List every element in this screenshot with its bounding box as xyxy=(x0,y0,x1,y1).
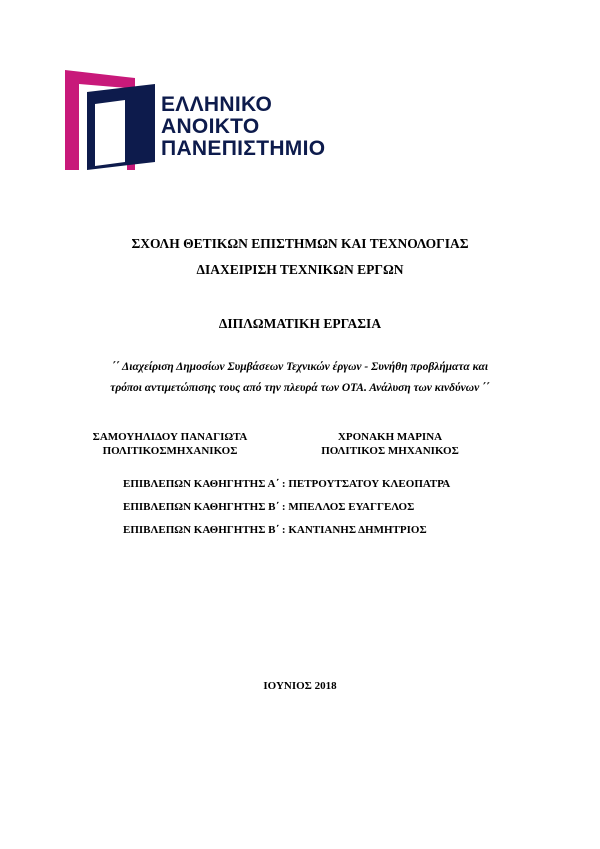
university-name-line-1: ΕΛΛΗΝΙΚΟ xyxy=(161,93,273,116)
author-title: ΠΟΛΙΤΙΚΟΣ ΜΗΧΑΝΙΚΟΣ xyxy=(321,445,459,457)
author-title: ΠΟΛΙΤΙΚΟΣΜΗΧΑΝΙΚΟΣ xyxy=(102,445,238,457)
university-logo xyxy=(65,70,325,170)
university-name-line-2: ΑΝΟΙΚΤΟ xyxy=(161,115,260,138)
university-name-line-3: ΠΑΝΕΠΙΣΤΗΜΙΟ xyxy=(161,137,326,160)
thesis-subject-line-1: ΄΄ Διαχείριση Δημοσίων Συμβάσεων Τεχνικών έργων - Συνήθη προβλήματα και xyxy=(111,361,489,373)
supervisor-line: ΕΠΙΒΛΕΠΩΝ ΚΑΘΗΓΗΤΗΣ Β΄ : ΜΠΕΛΛΟΣ ΕΥΑΓΓΕΛΟΣ xyxy=(123,501,415,513)
school-heading: ΣΧΟΛΗ ΘΕΤΙΚΩΝ ΕΠΙΣΤΗΜΩΝ ΚΑΙ ΤΕΧΝΟΛΟΓΙΑΣ xyxy=(131,236,469,251)
author-block xyxy=(80,430,260,458)
author-block xyxy=(300,430,480,458)
author-name: ΧΡΟΝΑΚΗ ΜΑΡΙΝΑ xyxy=(337,431,443,443)
submission-date: ΙΟΥΝΙΟΣ 2018 xyxy=(263,680,337,692)
supervisor-line: ΕΠΙΒΛΕΠΩΝ ΚΑΘΗΓΗΤΗΣ Β΄ : ΚΑΝΤΙΑΝΗΣ ΔΗΜΗΤΡΙΟΣ xyxy=(123,524,427,536)
university-logo-mark xyxy=(65,70,155,170)
thesis-subject xyxy=(60,357,540,399)
document-type-heading: ΔΙΠΛΩΜΑΤΙΚΗ ΕΡΓΑΣΙΑ xyxy=(218,316,382,331)
author-name: ΣΑΜΟΥΗΛΙΔΟΥ ΠΑΝΑΓΙΩΤΑ xyxy=(92,431,248,443)
department-heading: ΔΙΑΧΕΙΡΙΣΗ ΤΕΧΝΙΚΩΝ ΕΡΓΩΝ xyxy=(196,262,404,277)
university-name xyxy=(161,94,325,160)
thesis-subject-line-2: τρόποι αντιμετώπισης τους από την πλευρά των ΟΤΑ. Ανάλυση των κινδύνων ΄΄ xyxy=(110,382,490,394)
supervisor-line: ΕΠΙΒΛΕΠΩΝ ΚΑΘΗΓΗΤΗΣ Α΄ : ΠΕΤΡΟΥΤΣΑΤΟΥ ΚΛΕΟΠΑΤΡΑ xyxy=(123,478,451,490)
